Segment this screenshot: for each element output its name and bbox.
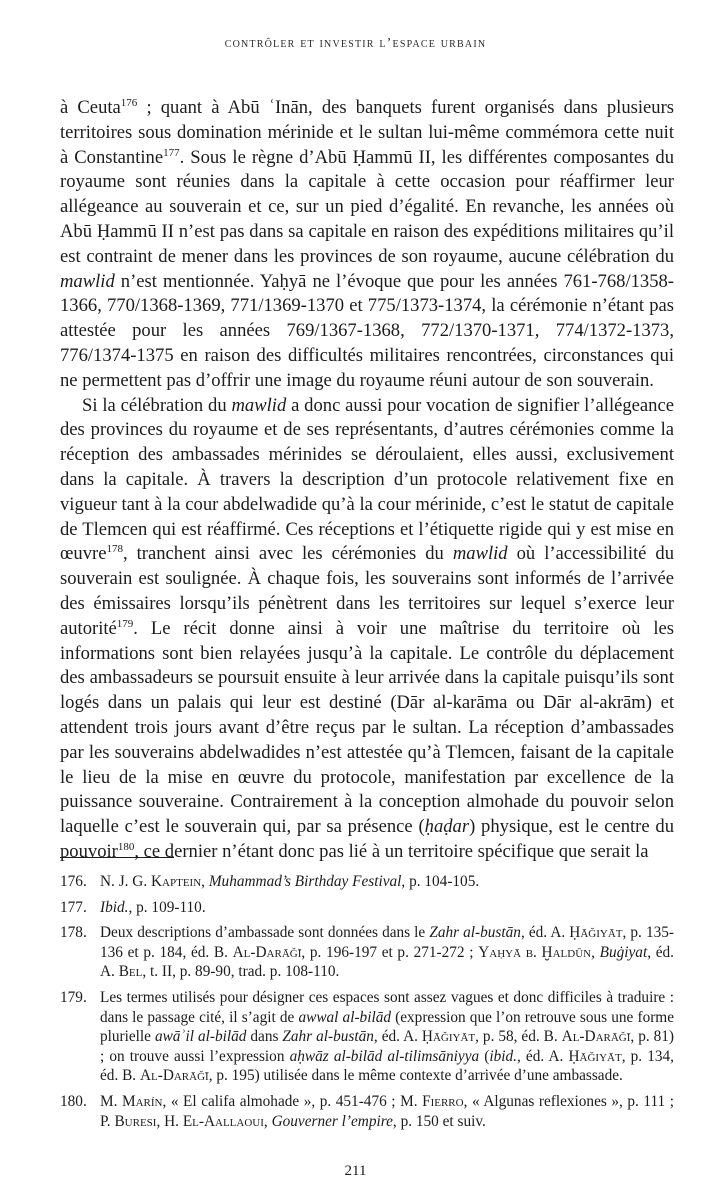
text-run: , [263,1112,272,1130]
italic-term: awāʾil al-bilād [154,1028,247,1046]
author-name: Al-Darāǧī [561,1028,631,1046]
author-name: Ḥāǧiyāt [569,924,623,942]
text-run: dans [246,1028,283,1046]
text-run: , p. 104-105. [401,873,480,890]
text-run: M. [100,1092,122,1110]
footnote-176 [60,872,674,892]
footnote-text [100,1092,674,1131]
author-name: Ḥāǧiyāt [421,1028,476,1046]
author-name: Marín [121,1092,163,1110]
text-run: , éd. A. [100,943,674,981]
text-run: . Sous le règne d’Abū Ḥammū II, les différentes composantes du royaume sont réunies dans la capitale à cette occasion pour réaffirmer leur allégeance au souverain et ce, sur un pied d’égalité. En revanche, les années où Abū Ḥammū II n’est pas dans sa capitale en raison des expéditions militaires qu’il est contraint de mener dans les provinces de son royaume, aucune célébration du [60,146,675,267]
footnote-ref-176[interactable]: 176 [120,97,138,109]
work-title: Muhammad’s Birthday Festival [208,873,402,890]
italic-term: aḥwāz al-bilād al-tilimsāniyya [289,1047,480,1065]
text-run: ; quant à Abū ʿInān, des banquets furent organisés dans plusieurs territoires sous domination mérinide et le sultan lui-même commémora cette nuit à Constantine [60,97,674,168]
author-name: Kaptein [151,873,202,890]
italic-term: ibid. [489,1047,517,1065]
footnote-text [100,923,674,982]
footnote-ref-180[interactable]: 180 [117,840,135,853]
author-name: Ḥāǧiyāt [568,1047,622,1065]
text-run: , « El califa almohade », p. 451-476 ; M. [162,1092,423,1110]
work-title: Zahr al-bustān [282,1028,374,1046]
author-name: Fierro [422,1092,464,1110]
text-run: , H. [156,1112,183,1130]
text-run: , éd. A. [373,1028,422,1046]
page-number: 211 [344,1163,367,1179]
footnote-ref-178[interactable]: 178 [106,543,123,556]
footnote-ref-177[interactable]: 177 [163,146,180,159]
text-run: où l’accessibilité du souverain est soulignée. À chaque fois, les souverains sont informés de l’arrivée des émissaires lorsqu’ils pénètrent dans les territoires sur lequel s’exerce leur autorité [60,543,674,639]
work-title: Zahr al-bustān [429,924,521,942]
footnote-number: 179. [60,988,87,1006]
text-run: ( [479,1047,490,1065]
work-title: Buġiyat [599,943,648,961]
text-run: , tranchent ainsi avec les cérémonies du [122,543,453,565]
author-name: Yaḥyā b. Ḫaldūn [478,943,592,961]
italic-term: ḥaḍar [424,816,470,838]
text-run: Les termes utilisés pour désigner ces espaces sont assez vagues et donc difficiles à traduire : dans le passage cité, il s’agit de [100,988,674,1026]
work-title: Gouverner l’empire [271,1112,393,1130]
paragraph-1 [60,96,674,394]
footnote-number: 176. [60,873,87,890]
author-name: Al-Darāǧī [232,943,302,961]
author-name: Al-Darāǧī [139,1067,209,1085]
text-run: , p. 81) ; on trouve aussi l’expression [100,1028,675,1065]
text-run: Si la célébration du [82,394,232,416]
text-run: , éd. A. [516,1047,569,1065]
footnote-number: 180. [60,1092,87,1110]
italic-term: awwal al-bilād [298,1008,391,1026]
footnote-separator [60,857,174,858]
footnote-179 [60,988,674,1086]
paragraph-2 [60,394,674,865]
text-run: a donc aussi pour vocation de signifier l’allégeance des provinces du royaume et de ses représentants, d’autres cérémonies comme la réception des ambassades mérinides se déroulaient, elles aussi, exclusivement dans la capitale. À travers la description d’un protocole relativement fixe en vigueur tant à la cour abdelwadide qu’à la cour mérinide, c’est le statut de capitale de Tlemcen qui est réaffirmé. Ces réceptions et l’étiquette rigide qui y est mise en œuvre [60,394,674,565]
footnote-number: 178. [60,924,87,942]
author-name: Buresi [114,1112,157,1130]
text-run: , p. 134, éd. B. [100,1047,674,1085]
text-run: . Le récit donne ainsi à voir une maîtrise du territoire où les informations sont bien relayées jusqu’à la capitale. Le contrôle du déplacement des ambassadeurs se poursuit ensuite à leur arrivée dans la capitale puisqu’ils sont logés dans un palais qui leur est destiné (Dār al-karāma ou Dār al-akrām) et attendent trois jours avant d’être reçus par le sultan. La réception d’ambassades par les souverains abdelwadides n’est attestée qu’à Tlemcen, faisant de la capitale le lieu de la mise en œuvre du protocole, manifestation par excellence de la puissance souveraine. Contrairement à la conception almohade du pouvoir selon laquelle c’est le souverain qui, par sa présence ( [60,617,674,838]
text-run: , p. 196-197 et p. 271-272 ; [301,943,479,961]
text-run: N. J. G. [100,873,151,890]
text-run: , p. 195) utilisée dans le même contexte d’arrivée d’une ambassade. [208,1067,623,1085]
footnote-180 [60,1092,674,1131]
italic-term: mawlid [60,270,115,292]
text-run: , p. 135-136 et p. 184, éd. B. [100,924,674,961]
text-run: ) physique, est le centre du pouvoir [60,816,674,862]
footnote-text [100,872,674,892]
italic-term: mawlid [452,543,508,565]
text-run: à Ceuta [60,97,121,118]
text-run: , ce dernier n’étant donc pas lié à un territoire spécifique que serait la [134,840,649,862]
text-run: Deux descriptions d’ambassade sont données dans le [100,924,430,942]
footnotes [60,872,674,1137]
text-run: , [201,873,209,890]
italic-term: mawlid [231,394,287,416]
footnote-177 [60,898,674,918]
text-run: , p. 109-110. [128,898,206,916]
text-run: , éd. A. [520,924,570,942]
text-run: n’est mentionnée. Yaḥyā ne l’évoque que pour les années 761-768/1358-1366, 770/1368-1369, 771/1369-1370 et 775/1373-1374, la cérémonie n’étant pas attestée pour les années 769/1367-1368, 772/1370-1371, 774/1372-1373, 776/1374-1375 en raison des difficultés militaires rencontrées, circonstances qui ne permettent pas d’offrir une image du royaume réuni autour de son souverain. [60,270,674,391]
running-head: contrôler et investir l’espace urbain [224,36,487,51]
text-run: , « Algunas reflexiones », p. 111 ; P. [100,1092,675,1130]
footnote-text [100,898,674,918]
footnote-text [100,988,674,1086]
main-text [60,96,674,865]
text-run: (expression que l’on retrouve sous une forme plurielle [100,1008,674,1046]
author-name: Bel [118,963,143,981]
footnote-number: 177. [60,898,87,916]
author-name: El-Aallaoui [182,1112,264,1130]
text-run: , p. 58, éd. B. [475,1028,562,1046]
text-run: , t. II, p. 89-90, trad. p. 108-110. [142,963,340,981]
text-run: , p. 150 et suiv. [392,1112,486,1130]
text-run: , [591,943,600,961]
italic-term: Ibid. [100,898,129,916]
footnote-178 [60,923,674,982]
footnote-ref-179[interactable]: 179 [116,617,134,630]
